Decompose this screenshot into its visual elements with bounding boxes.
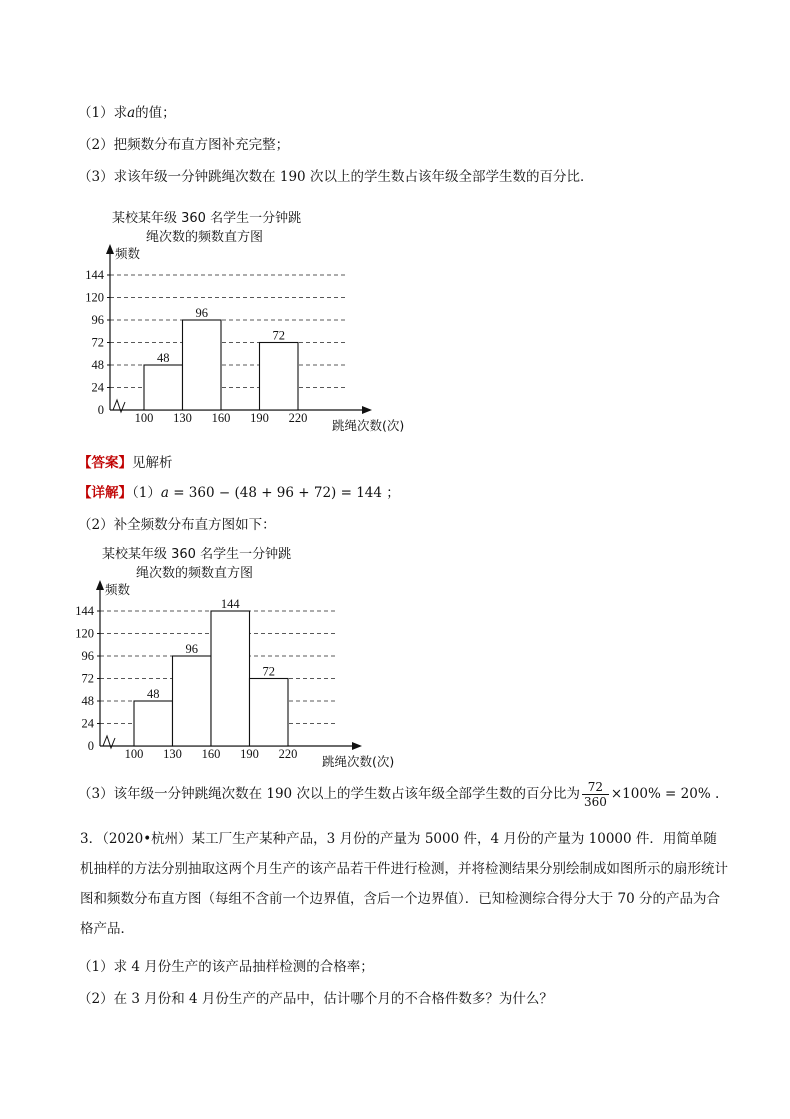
chart2-x-axis-label: 跳绳次数(次) [322,754,395,769]
chart1-x-tick-label: 190 [250,411,269,425]
chart1-title-line2: 绳次数的频数直方图 [146,230,264,245]
problem3-text: 3．（2020•杭州）某工厂生产某种产品，3 月份的产量为 5000 件，4 月份的产量为 10000 件．用简单随机抽样的方法分别抽取这两个月生产的该产品若干件进行检测，并将检测结果分别绘制成如图所示的扇形统计图和频数分布直方图（每组不含前一个边界值，含后一个边界值）．已知检测综合得分大于 70 分的产品为合格产品． [80,831,728,937]
question-1 [78,104,176,122]
chart1-bar [260,343,299,411]
chart2-bar-value-label: 144 [220,597,240,611]
detail-part1 [78,484,400,502]
chart2-y-tick-label: 48 [81,694,94,708]
chart1-y-axis-label: 频数 [115,246,141,261]
chart1-x-tick-label: 130 [173,411,192,425]
chart2-title-line1: 某校某年级 360 名学生一分钟跳 [102,547,292,562]
answer-tag: 【答案】 [78,455,132,471]
problem3-question-1: （1）求 4 月份生产的该产品抽样检测的合格率； [78,959,374,975]
chart2-y-tick-label: 120 [75,626,94,641]
chart1-x-axis-label: 跳绳次数(次) [332,418,405,433]
chart1-bar-value-label: 96 [195,306,208,320]
chart1-y-tick-label: 72 [91,335,104,350]
chart2-x-tick-label: 130 [163,747,182,761]
chart1-x-tick-label: 160 [211,411,231,425]
answer-line [78,454,173,472]
chart2-bar-value-label: 96 [185,642,198,656]
chart1-y-tick-label: 96 [91,313,104,327]
chart2-title-line2: 绳次数的频数直方图 [136,566,254,581]
fraction-denominator: 360 [583,795,607,809]
detail-part3-prefix: （3）该年级一分钟跳绳次数在 190 次以上的学生数占该年级全部学生数的百分比为 [78,786,580,802]
chart1-x-tick-label: 220 [288,411,308,425]
question-1-end: 的值； [135,105,176,121]
chart2-y-tick-label: 24 [81,716,94,731]
chart1-y-tick-label: 0 [97,403,104,417]
chart1-bar-value-label: 48 [157,351,170,365]
detail-part3-fraction [582,780,609,809]
chart2-y-tick-label: 72 [81,671,94,686]
question-1-text: （1）求 [78,105,128,121]
detail-tag: 【详解】 [78,485,132,501]
chart2-bar [134,701,173,746]
chart2-bar [250,679,289,747]
chart1-x-tick-label: 100 [134,411,154,425]
chart2-bar-value-label: 72 [262,664,275,679]
chart1-y-tick-label: 48 [91,358,104,372]
detail-part1-expr: = 360 − (48 + 96 + 72) = 144 ； [168,485,400,501]
answer-text: 见解析 [132,455,173,471]
detail-part3 [78,780,719,809]
chart2-x-tick-label: 100 [124,747,144,761]
question-1-variable: a [127,105,136,121]
chart1-y-tick-label: 144 [85,268,104,282]
chart2-x-tick-label: 160 [201,747,221,761]
chart2-x-axis-arrow [352,742,362,750]
question-2: （2）把频数分布直方图补充完整； [78,137,290,153]
detail-part1-prefix: （1） [132,485,161,501]
chart2-x-tick-label: 220 [278,747,298,761]
chart2-x-tick-label: 190 [240,747,259,761]
chart2-histogram [60,576,420,771]
chart1-y-tick-label: 120 [85,290,104,305]
chart2-y-tick-label: 144 [75,604,94,618]
chart2-y-tick-label: 96 [81,649,94,663]
chart1-y-axis-arrow [106,244,114,254]
detail-part1-variable: a [160,485,169,501]
chart2-bar [211,611,250,746]
chart2-bar-value-label: 48 [147,687,160,701]
chart1-y-tick-label: 24 [91,380,104,395]
chart1-x-axis-arrow [362,406,372,414]
chart1-histogram [70,240,430,435]
detail-part2: （2）补全频数分布直方图如下： [78,517,276,533]
chart2-bar [173,656,212,746]
problem3-question-2: （2）在 3 月份和 4 月份生产的产品中，估计哪个月的不合格件数多？为什么？ [78,991,553,1007]
question-3: （3）求该年级一分钟跳绳次数在 190 次以上的学生数占该年级全部学生数的百分比． [78,169,594,185]
chart2-y-axis-label: 频数 [105,582,131,597]
chart1-bar-value-label: 72 [272,328,285,343]
chart2-y-axis-arrow [96,580,104,590]
detail-part3-suffix: ×100% = 20% . [610,786,720,802]
chart1-bar [144,365,183,410]
chart2-y-tick-label: 0 [87,739,94,753]
fraction-numerator: 72 [582,780,609,795]
chart1-bar [183,320,222,410]
chart1-title-line1: 某校某年级 360 名学生一分钟跳 [112,211,302,226]
